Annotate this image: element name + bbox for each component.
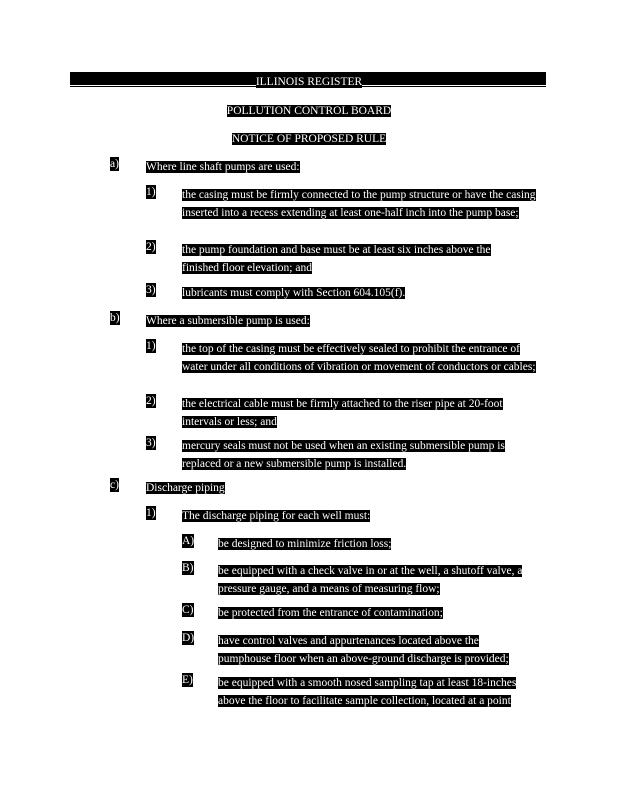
section-c-item-a [218, 534, 544, 552]
section-a-text: Where line shaft pumps are used: [146, 161, 300, 173]
section-b-item-3 [182, 436, 527, 472]
section-c-text: Discharge piping [146, 482, 225, 494]
section-c-item-b-text: be equipped with a check valve in or at the well, a shutoff valve, a pressure gauge, and a means of measuring flow; [218, 565, 523, 595]
board-title-row [0, 101, 618, 119]
section-b-item-3-label: 3) [146, 437, 156, 449]
notice-title: NOTICE OF PROPOSED RULE [231, 133, 387, 145]
section-b-item-3-text: mercury seals must not be used when an existing submersible pump is replaced or a new submersible pump is installed. [182, 440, 505, 470]
section-b-item-1-label: 1) [146, 340, 156, 352]
section-b-item-2 [182, 394, 527, 430]
section-a-item-1-label: 1) [146, 186, 156, 198]
section-c-item-c [218, 603, 544, 621]
section-a-item-2-label: 2) [146, 241, 156, 253]
register-title: ILLINOIS REGISTER [255, 76, 363, 88]
section-c-sub-heading [182, 506, 544, 524]
section-b-heading [146, 311, 546, 329]
section-b-label: b) [110, 312, 120, 324]
section-c-item-d-text: have control valves and appurtenances located above the pumphouse floor when an above-ground discharge is provided; [218, 635, 509, 665]
section-c-item-e-text: be equipped with a smooth nosed sampling tap at least 18-inches above the floor to facilitate sample collection, located at a point [218, 677, 517, 707]
section-b-item-1-text: the top of the casing must be effectively sealed to prohibit the entrance of water under all conditions of vibration or movement of conductors or cables; [182, 343, 536, 373]
section-c-item-a-text: be designed to minimize friction loss; [218, 538, 392, 550]
section-b-item-1 [182, 339, 544, 375]
board-title: POLLUTION CONTROL BOARD [226, 105, 392, 117]
section-c-item-d [218, 631, 528, 667]
section-c-sub-text: The discharge piping for each well must: [182, 510, 371, 522]
section-a-item-2 [182, 240, 512, 276]
section-c-item-c-text: be protected from the entrance of contamination; [218, 607, 443, 619]
section-a-label: a) [110, 158, 119, 170]
section-c-sub-label: 1) [146, 507, 156, 519]
section-c-item-b-label: B) [182, 562, 194, 574]
section-c-item-e [218, 673, 544, 709]
section-b-item-2-text: the electrical cable must be firmly attached to the riser pipe at 20-foot intervals or less; and [182, 398, 503, 428]
section-c-item-d-label: D) [182, 632, 195, 644]
section-b-text: Where a submersible pump is used: [146, 315, 310, 327]
section-a-item-1 [182, 185, 544, 221]
section-a-item-1-text: the casing must be firmly connected to the pump structure or have the casing inserted into a recess extending at least one-half inch into the pump base; [182, 189, 536, 219]
section-a-item-2-text: the pump foundation and base must be at least six inches above the finished floor elevation; and [182, 244, 491, 274]
register-title-row [0, 72, 618, 90]
section-a-item-3-label: 3) [146, 284, 156, 296]
section-b-item-2-label: 2) [146, 395, 156, 407]
notice-title-row [0, 129, 618, 147]
section-c-label: c) [110, 479, 119, 491]
section-c-item-c-label: C) [182, 604, 194, 616]
section-a-heading [146, 157, 546, 175]
section-c-item-a-label: A) [182, 535, 195, 547]
section-c-item-e-label: E) [182, 674, 193, 686]
section-c-item-b [218, 561, 544, 597]
section-c-heading [146, 478, 546, 496]
section-a-item-3 [182, 283, 544, 301]
section-a-item-3-text: lubricants must comply with Section 604.105(f). [182, 287, 406, 299]
